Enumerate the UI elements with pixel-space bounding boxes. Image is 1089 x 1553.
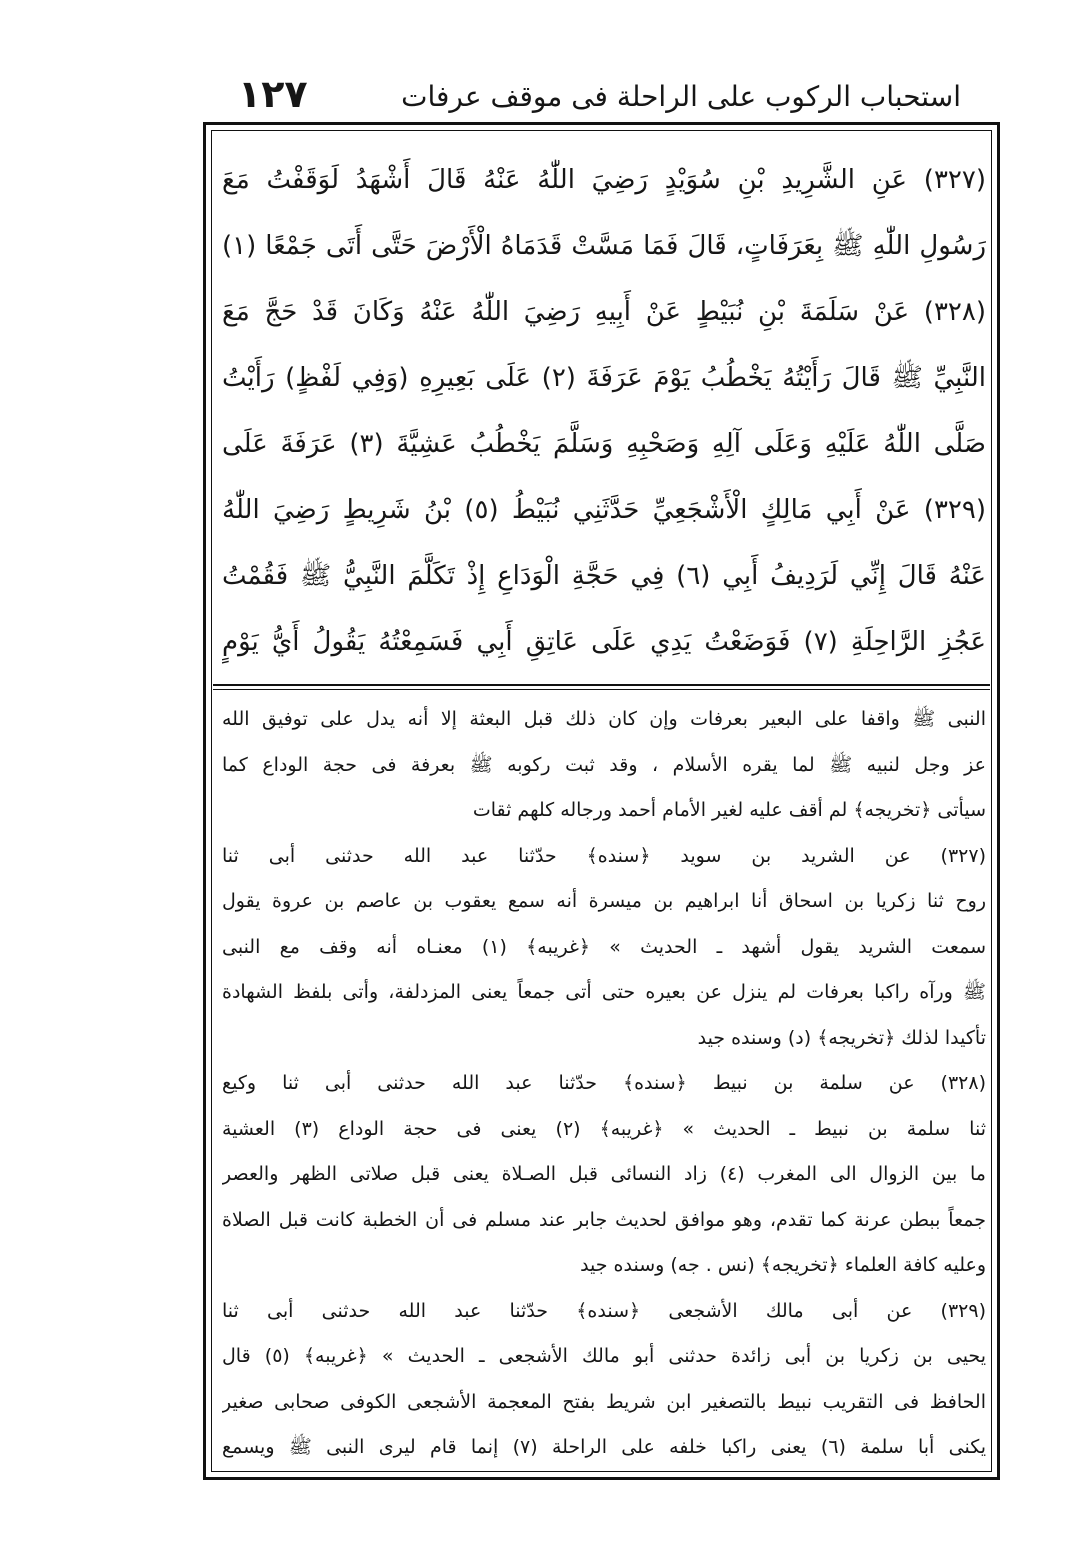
commentary-line: (٣٢٧) عن الشريد بن سويد ﴿سنده﴾ حدّثنا عبد الله حدثنى أبى ثنا xyxy=(222,844,986,867)
commentary-line: عز وجل لنبيه ﷺ لما يقره الأسلام ، وقد ثبت ركوبه ﷺ بعرفة فى حجة الوداع كما xyxy=(222,753,986,776)
commentary-line: روح ثنا زكريا بن اسحاق أنا ابراهيم بن ميسرة أنه سمع يعقوب بن عاصم بن عروة يقول xyxy=(222,890,986,912)
commentary-line: النبى ﷺ واقفا على البعير بعرفات وإن كان ذلك قبل البعثة إلا أنه يدل على توفيق الله xyxy=(222,708,986,730)
commentary-line: وعليه كافة العلماء ﴿تخريجه﴾ (نس . جه) وسنده جيد xyxy=(580,1254,986,1276)
page-number: ١٢٧ xyxy=(238,72,308,116)
hadith-line: (٣٢٧) عَنِ الشَّرِيدِ بْنِ سُوَيْدٍ رَضِيَ اللّٰهُ عَنْهُ قَالَ أَشْهَدُ لَوَقَفْتُ مَعَ xyxy=(222,165,986,195)
hadith-line: النَّبِيِّ ﷺ قَالَ رَأَيْتُهُ يَخْطُبُ يَوْمَ عَرَفَةَ (٢) عَلَى بَعِيرِهِ (وَفِي لَفْظٍ) رَأَيْتُ xyxy=(222,363,986,393)
hadith-line: (٣٢٩) عَنْ أَبِي مَالِكٍ الْأَشْجَعِيِّ حَدَّثَنِي نُبَيْطُ (٥) بْنُ شَرِيطٍ رَضِيَ اللّٰهُ xyxy=(222,495,986,525)
commentary-line: سيأتى ﴿تخريجه﴾ لم أقف عليه لغير الأمام أحمد ورجاله كلهم ثقات xyxy=(472,799,986,821)
commentary-line: يحيى بن زكريا بن أبى زائدة حدثنى أبو مالك الأشجعى ـ الحديث » ﴿غريبه﴾ (٥) قال xyxy=(222,1345,986,1367)
hadith-text xyxy=(222,147,986,675)
commentary-line: الحافظ فى التقريب نبيط بالتصغير ابن شريط بفتح المعجمة الأشجعى الكوفى صحابى صغير xyxy=(222,1390,986,1413)
commentary-line: ثنا سلمة بن نبيط ـ الحديث » ﴿غريبه﴾ (٢) يعنى فى حجة الوداع (٣) العشية xyxy=(222,1117,986,1140)
commentary-line: تأكيدا لذلك ﴿تخريجه﴾ (د) وسنده جيد xyxy=(697,1026,986,1049)
chapter-title: استحباب الركوب على الراحلة فى موقف عرفات xyxy=(401,80,961,113)
commentary-line: (٣٢٩) عن أبى مالك الأشجعى ﴿سنده﴾ حدّثنا عبد الله حدثنى أبى ثنا xyxy=(222,1299,986,1322)
commentary-line: يكنى أبا سلمة (٦) يعنى راكبا خلفه على الراحلة (٧) إنما قام ليرى النبى ﷺ ويسمع xyxy=(222,1436,986,1458)
section-divider xyxy=(213,684,990,690)
hadith-line: صَلَّى اللّٰهُ عَلَيْهِ وَعَلَى آلِهِ وَصَحْبِهِ وَسَلَّمَ يَخْطُبُ عَشِيَّةَ (٣) عَرَفَةَ عَلَى xyxy=(222,429,986,459)
commentary-line: جمعاً ببطن عرنة كما تقدم، وهو موافق لحديث جابر عند مسلم فى أن الخطبة كانت قبل الصلاة xyxy=(222,1208,986,1231)
hadith-line: عَجُزِ الرَّاحِلَةِ (٧) فَوَضَعْتُ يَدِي عَلَى عَاتِقِ أَبِي فَسَمِعْتُهُ يَقُولُ أَيُّ يَوْمٍ xyxy=(222,627,986,657)
commentary-line: ﷺ ورآه راكبا بعرفات لم ينزل عن بعيره حتى أتى جمعاً يعنى المزدلفة، وأتى بلفظ الشهادة xyxy=(222,981,986,1003)
commentary-text xyxy=(222,697,986,1471)
commentary-line: (٣٢٨) عن سلمة بن نبيط ﴿سنده﴾ حدّثنا عبد الله حدثنى أبى ثنا وكيع xyxy=(222,1072,986,1094)
hadith-line: رَسُولِ اللّٰهِ ﷺ بِعَرَفَاتٍ، قَالَ فَمَا مَسَّتْ قَدَمَاهُ الْأَرْضَ حَتَّى أَتَى جَمْعًا (١) xyxy=(222,231,986,261)
commentary-line: سمعت الشريد يقول أشهد ـ الحديث » ﴿غريبه﴾ (١) معنـاه أنه وقف مع النبى xyxy=(222,935,986,958)
hadith-line: (٣٢٨) عَنْ سَلَمَةَ بْنِ نُبَيْطٍ عَنْ أَبِيهِ رَضِيَ اللّٰهُ عَنْهُ وَكَانَ قَدْ حَجَّ مَعَ xyxy=(222,297,986,327)
hadith-line: عَنْهُ قَالَ إِنِّي لَرَدِيفُ أَبِي (٦) فِي حَجَّةِ الْوَدَاعِ إِذْ تَكَلَّمَ النَّبِيُّ ﷺ فَقُمْتُ xyxy=(222,561,986,591)
commentary-line: ما بين الزوال الى المغرب (٤) زاد النسائى قبل الصـلاة يعنى قبل صلاتى الظهر والعصر xyxy=(222,1163,986,1185)
